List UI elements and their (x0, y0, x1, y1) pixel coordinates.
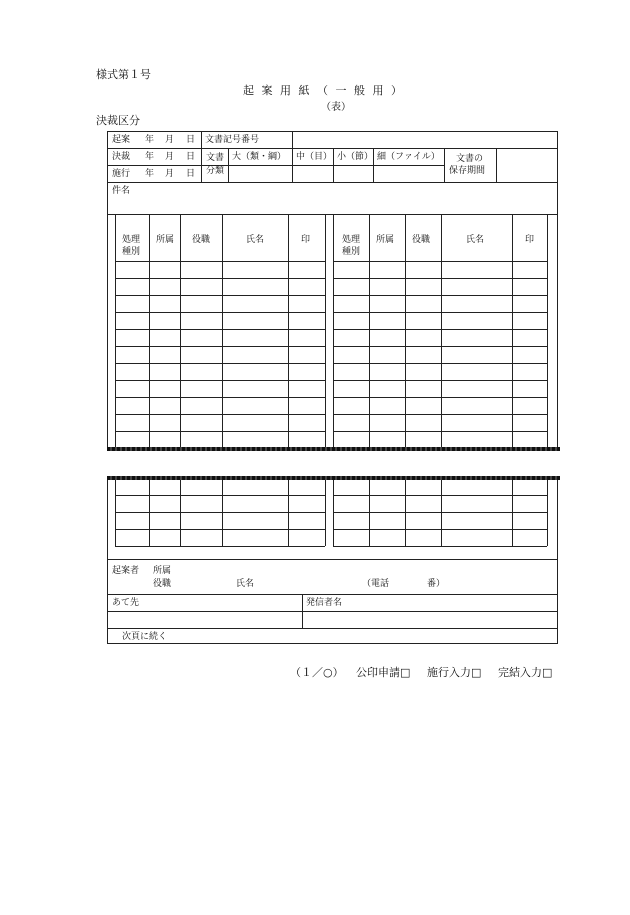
shiko-label: 施行 (112, 169, 131, 179)
year-label: 年 (145, 169, 155, 179)
process-type-label-1: 処理 (342, 235, 361, 245)
position-header: 役職 (192, 235, 211, 245)
day-label: 日 (186, 152, 196, 162)
retention-label-2: 保存期間 (449, 166, 486, 176)
position-header: 役職 (412, 235, 431, 245)
kian-label: 起案 (112, 135, 131, 145)
dai-label: 大（類・綱） (232, 152, 287, 162)
month-label: 月 (165, 169, 175, 179)
day-label: 日 (186, 169, 196, 179)
drafter-ban-label: 番） (427, 579, 446, 589)
dept-header: 所属 (376, 235, 395, 245)
month-label: 月 (165, 152, 175, 162)
retention-label-1: 文書の (456, 154, 484, 164)
chu-label: 中（目） (296, 152, 333, 162)
kessai-label: 決裁 (112, 152, 131, 162)
sender-label: 発信者名 (306, 598, 343, 608)
sai-label: 細（ファイル） (377, 152, 440, 162)
doc-class-label-2: 分類 (206, 166, 225, 176)
process-type-label-2: 種別 (122, 247, 141, 257)
process-type-label-1: 処理 (122, 235, 141, 245)
complete-input-checkbox[interactable]: 完結入力□ (498, 666, 553, 679)
drafter-name-label: 氏名 (236, 579, 255, 589)
seal-header: 印 (525, 235, 535, 245)
day-label: 日 (186, 135, 196, 145)
year-label: 年 (145, 152, 155, 162)
subject-label: 件名 (112, 186, 131, 196)
drafter-label: 起案者 (112, 566, 140, 576)
drafter-phone-label: （電話 (362, 579, 390, 589)
year-label: 年 (145, 135, 155, 145)
sho-label: 小（節） (337, 152, 374, 162)
doc-code-label: 文書記号番号 (205, 135, 260, 145)
page-indicator: （１／○） (290, 666, 344, 679)
seal-header: 印 (301, 235, 311, 245)
form-number: 様式第１号 (96, 68, 151, 81)
doc-class-label-1: 文書 (206, 153, 225, 163)
page-break-band-top (107, 447, 560, 451)
process-type-label-2: 種別 (342, 247, 361, 257)
addressee-label: あて先 (112, 598, 140, 608)
decision-category-label: 決裁区分 (96, 114, 140, 127)
continued-label: 次頁に続く (122, 632, 168, 642)
form-subtitle: （表） (321, 102, 351, 113)
name-header: 氏名 (246, 235, 265, 245)
drafter-dept-label: 所属 (153, 566, 172, 576)
dept-header: 所属 (156, 235, 175, 245)
drafter-position-label: 役職 (153, 579, 172, 589)
month-label: 月 (165, 135, 175, 145)
form-title: 起 案 用 紙 （ 一 般 用 ） (243, 84, 404, 97)
seal-request-checkbox[interactable]: 公印申請□ (356, 666, 411, 679)
enforce-input-checkbox[interactable]: 施行入力□ (427, 666, 482, 679)
name-header: 氏名 (466, 235, 485, 245)
